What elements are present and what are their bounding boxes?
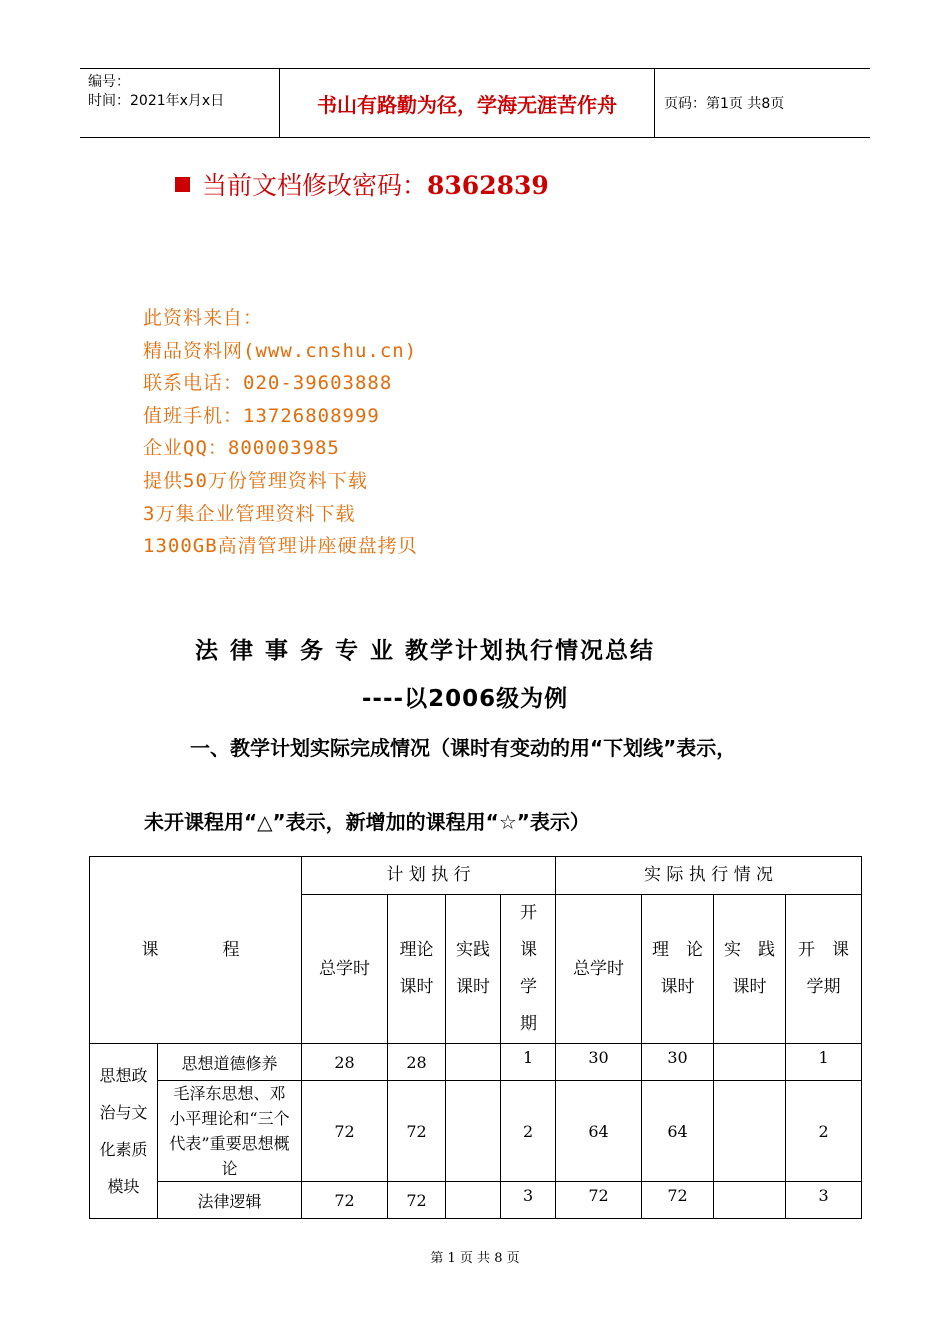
table-row [90,1044,862,1081]
course-name: 思想道德修养 [158,1044,302,1081]
section-heading: 一、教学计划实际完成情况（课时有变动的用“下划线”表示， [190,736,737,760]
course-name: 法律逻辑 [158,1182,302,1219]
col-plan-total: 总学时 [302,895,388,1044]
actual-theory: 72 [642,1182,714,1219]
actual-total: 30 [556,1044,642,1081]
plan-theory: 72 [388,1182,446,1219]
actual-total: 64 [556,1081,642,1182]
actual-header-cell [556,857,862,895]
actual-term: 3 [786,1182,862,1219]
course-header: 课 程 [141,939,250,960]
source-info [143,302,418,563]
plan-theory: 72 [388,1081,446,1182]
plan-practice [446,1044,501,1081]
document-title: 法 律 事 务 专 业 教学计划执行情况总结 [194,638,656,664]
source-line: 联系电话：020-39603888 [143,372,393,395]
password-line [175,166,549,202]
header-page-label: 页码：第1页 共8页 [664,96,785,112]
plan-term: 2 [501,1081,556,1182]
plan-header: 计 划 执 行 [386,865,471,885]
actual-practice [714,1044,786,1081]
actual-theory: 30 [642,1044,714,1081]
col-plan-theory: 理论课时 [388,895,446,1044]
header-motto: 书山有路勤为径，学海无涯苦作舟 [280,69,655,137]
col-plan-term: 开课学期 [501,895,556,1044]
actual-practice [714,1081,786,1182]
plan-theory: 28 [388,1044,446,1081]
plan-total: 72 [302,1081,388,1182]
document-subtitle: ----以2006级为例 [361,686,569,712]
source-line: 精品资料网(www.cnshu.cn) [143,339,418,362]
plan-practice [446,1182,501,1219]
col-actual-total: 总学时 [556,895,642,1044]
plan-term: 3 [501,1182,556,1219]
source-line: 企业QQ：800003985 [143,437,340,460]
course-name: 毛泽东思想、邓小平理论和“三个代表”重要思想概论 [158,1081,302,1182]
course-header-cell [90,857,302,1044]
module-label: 思想政治与文化素质模块 [99,1066,148,1196]
password-value: 8362839 [427,171,549,200]
page-header [80,68,870,138]
section-heading-cont: 未开课程用“△”表示，新增加的课程用“☆”表示） [144,810,590,834]
actual-practice [714,1182,786,1219]
actual-theory: 64 [642,1081,714,1182]
plan-table [89,856,862,1219]
table-row [90,1081,862,1182]
actual-header: 实 际 执 行 情 况 [644,865,774,885]
actual-total: 72 [556,1182,642,1219]
col-plan-practice: 实践课时 [446,895,501,1044]
source-line: 提供50万份管理资料下载 [143,469,368,492]
red-square-icon [175,177,190,192]
header-meta [80,69,280,137]
plan-total: 28 [302,1044,388,1081]
source-line: 3万集企业管理资料下载 [143,502,356,525]
plan-total: 72 [302,1182,388,1219]
col-actual-term: 开 课学期 [786,895,862,1044]
number-label: 编号： [88,74,130,90]
source-line: 值班手机：13726808999 [143,404,380,427]
actual-term: 1 [786,1044,862,1081]
actual-term: 2 [786,1081,862,1182]
page-footer: 第 1 页 共 8 页 [430,1251,520,1266]
module-cell [90,1044,158,1219]
source-line: 此资料来自： [143,307,264,329]
table-row [90,1182,862,1219]
source-line: 1300GB高清管理讲座硬盘拷贝 [143,535,418,558]
time-label: 时间：2021年x月x日 [88,93,225,109]
col-actual-theory: 理 论课时 [642,895,714,1044]
plan-practice [446,1081,501,1182]
plan-term: 1 [501,1044,556,1081]
plan-header-cell [302,857,556,895]
password-label: 当前文档修改密码： [202,171,428,200]
col-actual-practice: 实 践课时 [714,895,786,1044]
